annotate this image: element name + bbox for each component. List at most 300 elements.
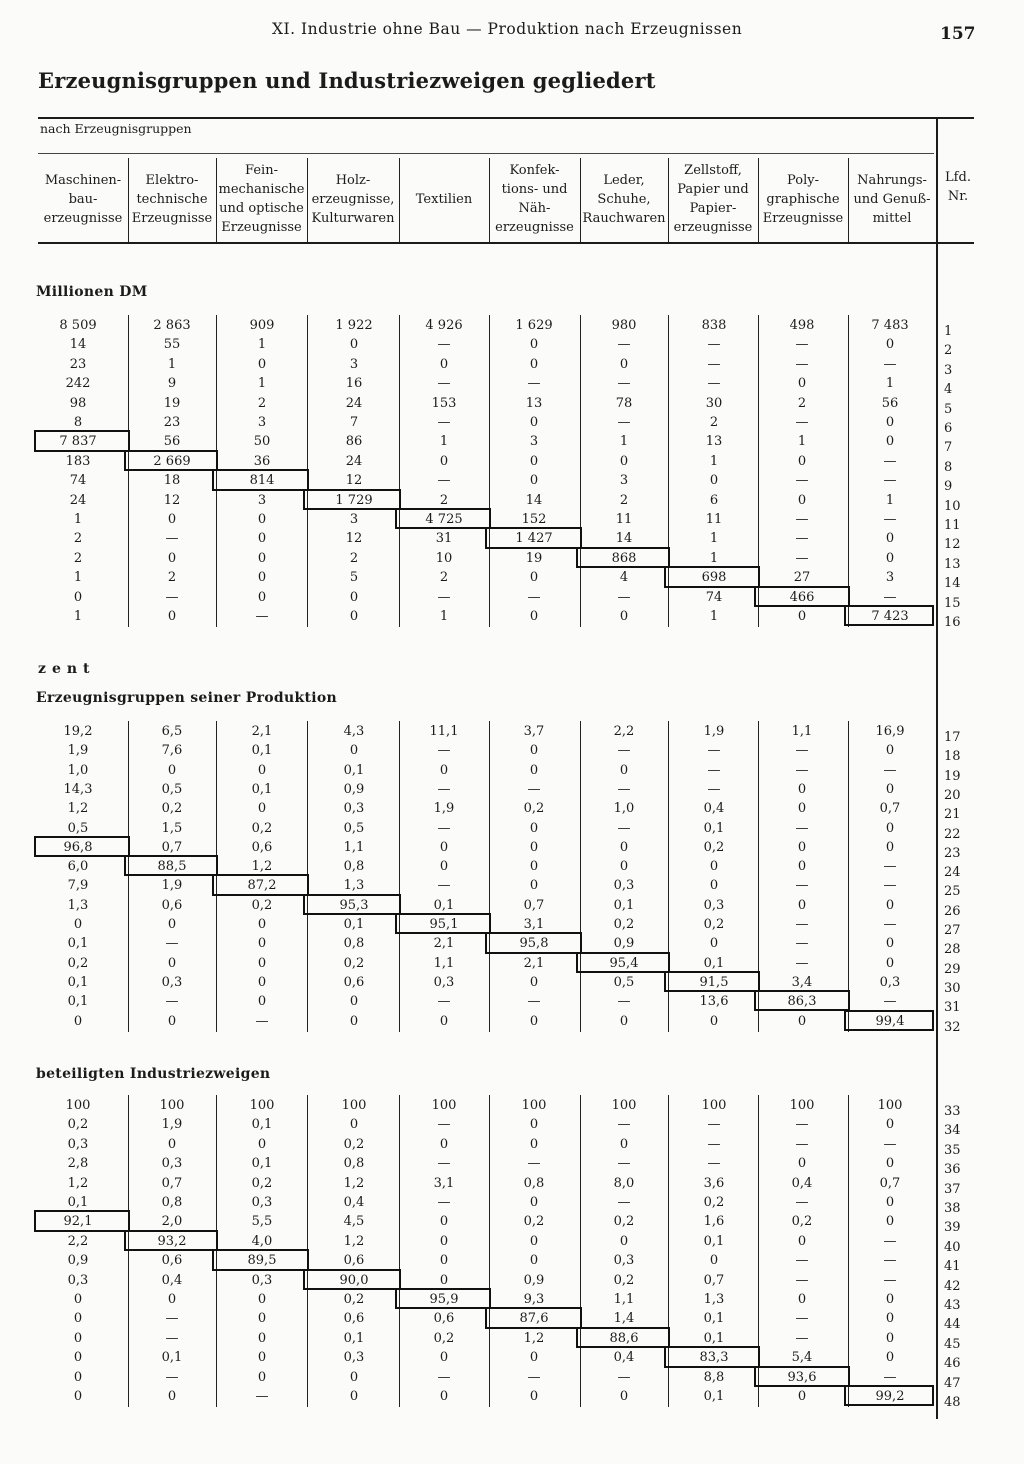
table-cell: 99,2 [875,1389,905,1404]
table-cell: 1,0 [613,801,635,817]
table-cell: 0 [885,1330,895,1346]
table-cell: — [437,994,451,1010]
column-divider [128,315,129,627]
table-cell: 56 [163,434,181,450]
row-number: 16 [944,615,961,630]
table-cell: 814 [249,473,275,489]
table-cell: — [617,781,631,797]
table-cell: 27 [793,570,811,586]
table-cell: 0 [439,859,449,875]
row-number: 48 [944,1395,961,1410]
table-cell: 0 [885,337,895,353]
table-cell: 0,2 [433,1330,455,1346]
diagonal-highlight-box [754,990,850,1011]
table-cell: 1,9 [67,743,89,759]
table-cell: 2,1 [523,955,545,971]
column-header-1: Maschinen- bau- erzeugnisse [43,172,123,226]
table-cell: 1 [709,531,719,547]
table-cell: 0 [885,1311,895,1327]
table-cell: 0,9 [613,936,635,952]
row-number: 4 [944,382,953,398]
table-cell: 95,1 [429,917,459,932]
table-cell: 0,4 [791,1175,813,1191]
table-cell: 6,5 [161,724,183,739]
table-cell: 83,3 [699,1350,729,1366]
table-cell: — [795,1311,809,1327]
table-cell: 153 [431,395,457,411]
table-cell: 88,5 [157,859,187,875]
table-cell: — [795,1272,809,1288]
column-divider [489,721,490,1032]
table-cell: 0,3 [161,1156,183,1172]
table-cell: 24 [345,453,363,469]
diagonal-highlight-box [844,605,934,626]
table-cell: 0,1 [343,762,365,778]
table-cell: — [795,1136,809,1152]
table-cell: 7,9 [67,878,89,894]
table-cell: — [883,1272,897,1288]
table-cell: — [165,994,179,1010]
table-cell: 93,2 [157,1233,187,1249]
table-cell: 1 427 [515,531,553,547]
column-divider [580,721,581,1032]
table-cell: 0 [439,1389,449,1404]
table-cell: 0 [439,1233,449,1249]
diagonal-highlight-box [844,1010,934,1031]
table-cell: 0,2 [251,1175,273,1191]
row-number: 41 [944,1259,961,1275]
table-cell: 0,1 [67,1195,89,1210]
table-cell: 0 [167,1013,177,1029]
table-cell: 0 [167,762,177,778]
table-cell: 7 837 [59,434,97,450]
diagonal-highlight-box [212,469,309,490]
table-cell: 0,3 [613,878,635,894]
table-cell: 11,1 [429,724,459,739]
table-cell: 0 [885,781,895,797]
header-column-divider [216,158,217,242]
table-cell: 0,1 [343,1330,365,1346]
table-cell: 0 [885,1350,895,1366]
table-cell: 0,9 [523,1272,545,1288]
table-cell: 0 [797,1389,807,1404]
diagonal-highlight-box [664,971,760,992]
table-cell: 0 [885,936,895,952]
table-cell: 1 [709,453,719,469]
table-cell: 23 [69,356,87,372]
table-cell: 0 [709,1253,719,1269]
table-cell: 0 [167,955,177,971]
table-cell: — [255,1389,269,1404]
table-cell: 1,3 [343,878,365,894]
row-number: 27 [944,923,961,938]
table-cell: 18 [163,473,181,489]
diagonal-highlight-box [664,1346,760,1367]
table-cell: 2 669 [153,453,191,469]
table-cell: 0 [257,1350,267,1366]
table-cell: 0 [529,337,539,353]
table-cell: 0,2 [343,955,365,971]
section-label: beteiligten Industriezweigen [36,1066,271,1082]
table-cell: 0 [257,1369,267,1385]
table-cell: 4,5 [343,1214,365,1230]
table-cell: 2,1 [251,724,273,739]
table-cell: 0,1 [703,1330,725,1346]
table-cell: 0,5 [343,820,365,836]
table-cell: 2 [797,395,807,411]
column-divider [128,1095,129,1407]
table-cell: 909 [249,318,275,333]
column-divider [489,1095,490,1407]
table-cell: 868 [611,550,637,566]
table-cell: 1 [439,434,449,450]
table-cell: 2 [709,415,719,430]
table-cell: 0,3 [433,974,455,990]
table-cell: 1,3 [67,897,89,913]
table-cell: 0 [797,1013,807,1029]
header-column-divider [128,158,129,242]
table-cell: 6 [709,492,719,508]
page-number: 157 [940,24,976,44]
diagonal-highlight-box [34,1210,130,1231]
table-cell: 2 [439,492,449,508]
diagonal-highlight-box [124,1230,218,1251]
table-cell: 16 [345,376,363,392]
table-cell: 0 [349,337,359,353]
table-cell: 0,3 [613,1253,635,1269]
column-divider [399,1095,400,1407]
header-column-divider [848,158,849,242]
diagonal-highlight-box [485,527,582,548]
table-cell: 1,3 [703,1292,725,1307]
table-cell: 0 [257,1136,267,1152]
table-cell: — [527,781,541,797]
table-cell: 14 [69,337,87,353]
table-cell: — [883,762,897,778]
table-cell: — [165,1369,179,1385]
table-cell: 0,6 [343,1311,365,1327]
row-number: 32 [944,1019,961,1035]
row-number: 47 [944,1375,961,1391]
table-cell: 1 [73,512,83,527]
table-cell: — [437,337,451,353]
table-cell: 0,8 [343,859,365,875]
table-cell: 0 [619,1233,629,1249]
table-cell: 100 [65,1098,91,1113]
table-cell: — [165,936,179,952]
table-cell: — [795,473,809,489]
table-cell: 0,1 [343,917,365,932]
row-number: 17 [944,730,961,745]
table-cell: 0 [619,356,629,372]
section-label: Erzeugnisgruppen seiner Produktion [36,690,337,706]
column-header-3: Fein- mechanische und optische Erzeugnisse [218,163,305,235]
table-cell: 2,2 [67,1233,89,1249]
table-cell: — [527,994,541,1010]
table-cell: 78 [615,395,633,411]
header-column-divider [668,158,669,242]
table-cell: 0,4 [613,1350,635,1366]
table-cell: 0 [797,492,807,508]
row-number: 10 [944,498,961,514]
table-cell: 3,1 [433,1175,455,1191]
table-cell: 1,5 [161,820,183,836]
table-cell: 3 [619,473,629,489]
table-cell: 100 [611,1098,637,1113]
table-cell: — [165,1330,179,1346]
table-cell: 0 [529,878,539,894]
table-cell: 1,9 [433,801,455,817]
table-cell: — [437,743,451,759]
row-number: 13 [944,556,961,572]
table-cell: — [707,356,721,372]
row-number: 37 [944,1181,961,1197]
table-cell: 13 [705,434,723,450]
table-cell: 0,7 [703,1272,725,1288]
table-cell: 1,2 [343,1233,365,1249]
table-cell: — [795,917,809,932]
table-cell: 1 [885,376,895,392]
table-cell: — [527,1369,541,1385]
table-cell: 0,1 [161,1350,183,1366]
column-header-10: Nahrungs- und Genuß- mittel [853,172,931,226]
table-cell: 1,2 [343,1175,365,1191]
table-cell: 0 [619,762,629,778]
table-cell: 0 [167,1389,177,1404]
table-cell: — [883,1369,897,1385]
column-divider [399,721,400,1032]
table-cell: 0,3 [251,1272,273,1288]
table-cell: 0 [529,1253,539,1269]
table-cell: 0,3 [67,1136,89,1152]
table-cell: 0,2 [67,955,89,971]
table-cell: 0 [797,376,807,392]
table-cell: 0,2 [523,1214,545,1230]
table-cell: 0,5 [161,781,183,797]
table-cell: 91,5 [699,974,729,990]
table-cell: 0 [349,743,359,759]
table-cell: 0 [73,1013,83,1029]
row-number: 44 [944,1317,961,1333]
table-cell: 1,9 [703,724,725,739]
row-number: 46 [944,1356,961,1372]
table-cell: 0 [797,1292,807,1307]
table-cell: 1,2 [251,859,273,875]
diagonal-highlight-box [212,1249,309,1270]
table-cell: 0 [529,1013,539,1029]
table-cell: 1,1 [433,955,455,971]
table-cell: 14 [615,531,633,547]
row-number: 1 [944,324,953,339]
row-number: 5 [944,401,953,417]
table-cell: — [883,917,897,932]
table-cell: 0,6 [343,974,365,990]
row-number: 39 [944,1220,961,1236]
table-cell: — [883,859,897,875]
table-cell: 2 [73,550,83,566]
table-cell: — [437,1117,451,1133]
table-cell: 0 [257,589,267,605]
row-number: 42 [944,1278,961,1294]
table-cell: 0,2 [613,1214,635,1230]
table-cell: 0,3 [343,801,365,817]
table-cell: — [883,473,897,489]
table-cell: — [255,609,269,624]
table-cell: 0,8 [343,936,365,952]
table-cell: 0,4 [703,801,725,817]
table-cell: — [707,337,721,353]
table-cell: 100 [341,1098,367,1113]
table-cell: — [707,376,721,392]
table-cell: 0,1 [67,936,89,952]
table-cell: 0 [529,1233,539,1249]
table-cell: 698 [701,570,727,586]
table-cell: — [617,376,631,392]
table-cell: — [617,994,631,1010]
table-cell: 0,9 [67,1253,89,1269]
table-cell: — [165,531,179,547]
table-cell: 0 [349,1389,359,1404]
table-cell: 0,2 [343,1292,365,1307]
table-cell: 0 [797,453,807,469]
row-number: 8 [944,459,953,475]
table-cell: 1 [885,492,895,508]
table-cell: 0 [257,512,267,527]
table-cell: 0 [73,917,83,932]
table-cell: 0 [885,820,895,836]
table-cell: 0,1 [703,1233,725,1249]
table-cell: 0 [797,859,807,875]
table-cell: — [617,820,631,836]
table-cell: 0 [257,917,267,932]
table-cell: 3 [257,492,267,508]
table-cell: 100 [789,1098,815,1113]
table-cell: 3 [349,512,359,527]
table-cell: 0 [885,415,895,430]
table-cell: — [795,356,809,372]
row-number: 25 [944,884,961,900]
diagonal-highlight-box [395,913,491,934]
table-cell: 7 483 [871,318,909,333]
table-cell: 0 [529,356,539,372]
table-cell: 88,6 [609,1330,639,1346]
table-cell: 2 [73,531,83,547]
table-cell: 0,8 [343,1156,365,1172]
row-number: 40 [944,1239,961,1255]
table-cell: 0 [257,570,267,586]
table-cell: 1 [619,434,629,450]
table-cell: 98 [69,395,87,411]
table-cell: 1,2 [67,1175,89,1191]
table-cell: 0,5 [67,820,89,836]
table-cell: 0 [257,356,267,372]
table-cell: — [437,376,451,392]
table-cell: 0,9 [343,781,365,797]
table-cell: 1,6 [703,1214,725,1230]
table-cell: — [795,415,809,430]
table-cell: 0,3 [67,1272,89,1288]
table-cell: 100 [701,1098,727,1113]
table-cell: 1 [709,609,719,624]
table-cell: 95,9 [429,1292,459,1307]
table-cell: 0 [885,531,895,547]
table-cell: 0 [619,1136,629,1152]
table-cell: 1,0 [67,762,89,778]
table-cell: 0 [797,781,807,797]
table-cell: 95,3 [339,897,369,913]
table-cell: 3,1 [523,917,545,932]
table-cell: 0 [529,415,539,430]
table-cell: 0 [619,1013,629,1029]
header-column-divider [758,158,759,242]
table-cell: — [165,1311,179,1327]
table-cell: 0 [709,936,719,952]
row-number: 24 [944,865,961,881]
row-number: 28 [944,942,961,958]
table-cell: — [883,356,897,372]
table-cell: 0,1 [613,897,635,913]
diagonal-highlight-box [754,586,850,607]
table-cell: 0,3 [703,897,725,913]
table-cell: 0 [257,762,267,778]
table-cell: 0 [709,1013,719,1029]
row-number: 34 [944,1123,961,1139]
table-cell: 1,9 [161,1117,183,1133]
diagonal-highlight-box [664,566,760,587]
table-cell: 14 [525,492,543,508]
table-cell: — [795,531,809,547]
diagonal-highlight-box [576,952,670,973]
table-cell: — [883,453,897,469]
row-number: 45 [944,1336,961,1352]
table-cell: — [883,1136,897,1152]
table-cell: — [795,743,809,759]
table-cell: 0 [439,1136,449,1152]
table-cell: — [707,1156,721,1172]
table-cell: 12 [345,531,363,547]
table-cell: — [795,337,809,353]
header-column-divider [489,158,490,242]
table-cell: 1,2 [67,801,89,817]
table-cell: 1,4 [613,1311,635,1327]
table-cell: 13 [525,395,543,411]
table-cell: 0,4 [343,1195,365,1210]
row-number: 35 [944,1142,961,1158]
table-cell: 2,2 [613,724,635,739]
table-cell: 24 [69,492,87,508]
table-cell: 152 [521,512,547,527]
table-cell: 95,4 [609,955,639,971]
table-cell: 74 [705,589,723,605]
table-cell: 7 423 [871,609,909,624]
table-cell: 980 [611,318,637,333]
table-cell: 0 [257,1292,267,1307]
table-cell: 0,1 [703,1389,725,1404]
table-cell: 0,2 [523,801,545,817]
table-cell: — [617,1117,631,1133]
table-cell: 0,2 [251,897,273,913]
table-cell: — [437,820,451,836]
table-cell: 0 [885,550,895,566]
table-cell: 0,6 [161,897,183,913]
table-cell: 0 [529,1136,539,1152]
diagonal-highlight-box [212,874,309,895]
table-cell: 0 [529,859,539,875]
table-cell: 100 [877,1098,903,1113]
table-cell: — [437,1156,451,1172]
table-cell: — [617,1195,631,1210]
table-cell: — [437,781,451,797]
